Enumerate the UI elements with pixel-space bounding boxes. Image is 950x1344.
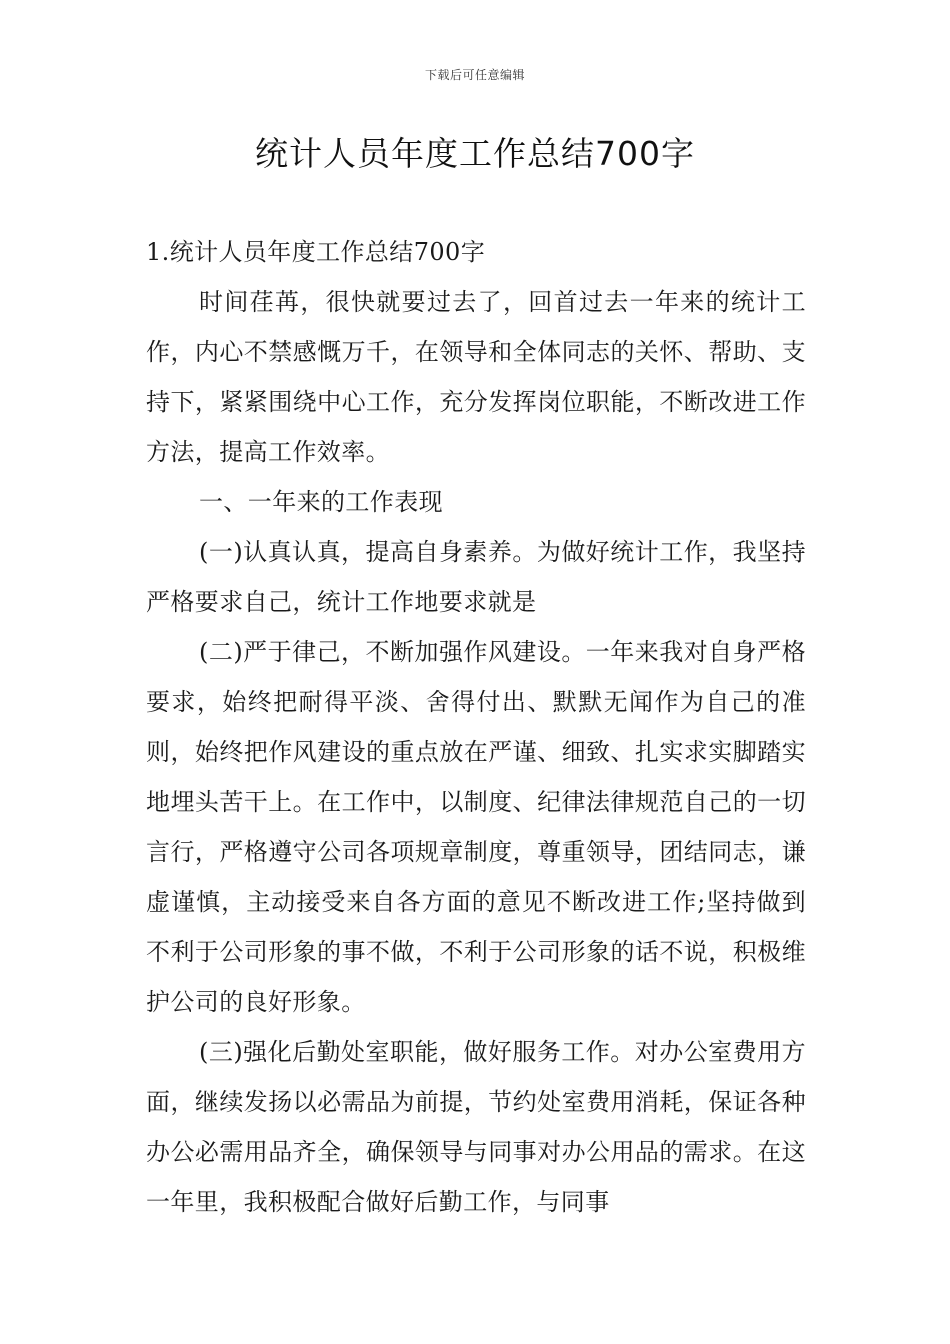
paragraph-heading-work-performance: 一、一年来的工作表现 — [199, 488, 443, 516]
header-note: 下载后可任意编辑 — [424, 68, 525, 82]
paragraph-intro: 时间荏苒，很快就要过去了，回首过去一年来的统计工作，内心不禁感慨万千，在领导和全体同志的关怀、帮助、支持下，紧紧围绕中心工作，充分发挥岗位职能，不断改进工作方法，提高工作效率。 — [146, 288, 806, 466]
document-title: 统计人员年度工作总结700字 — [255, 134, 695, 173]
paragraph-item-3: (三)强化后勤处室职能，做好服务工作。对办公室费用方面，继续发扬以必需品为前提，节约处室费用消耗，保证各种办公必需用品齐全，确保领导与同事对办公用品的需求。在这一年里，我积极配合做好后勤工作，与同事 — [146, 1038, 806, 1216]
document-body — [146, 227, 806, 1227]
paragraph-section-heading: 1.统计人员年度工作总结700字 — [146, 238, 486, 266]
paragraph-item-2: (二)严于律己，不断加强作风建设。一年来我对自身严格要求，始终把耐得平淡、舍得付出、默默无闻作为自己的准则，始终把作风建设的重点放在严谨、细致、扎实求实脚踏实地埋头苦干上。在工作中，以制度、纪律法律规范自己的一切言行，严格遵守公司各项规章制度，尊重领导，团结同志，谦虚谨慎，主动接受来自各方面的意见不断改进工作;坚持做到不利于公司形象的事不做，不利于公司形象的话不说，积极维护公司的良好形象。 — [146, 638, 806, 1016]
paragraph-item-1: (一)认真认真，提高自身素养。为做好统计工作，我坚持严格要求自己，统计工作地要求就是 — [146, 538, 806, 616]
